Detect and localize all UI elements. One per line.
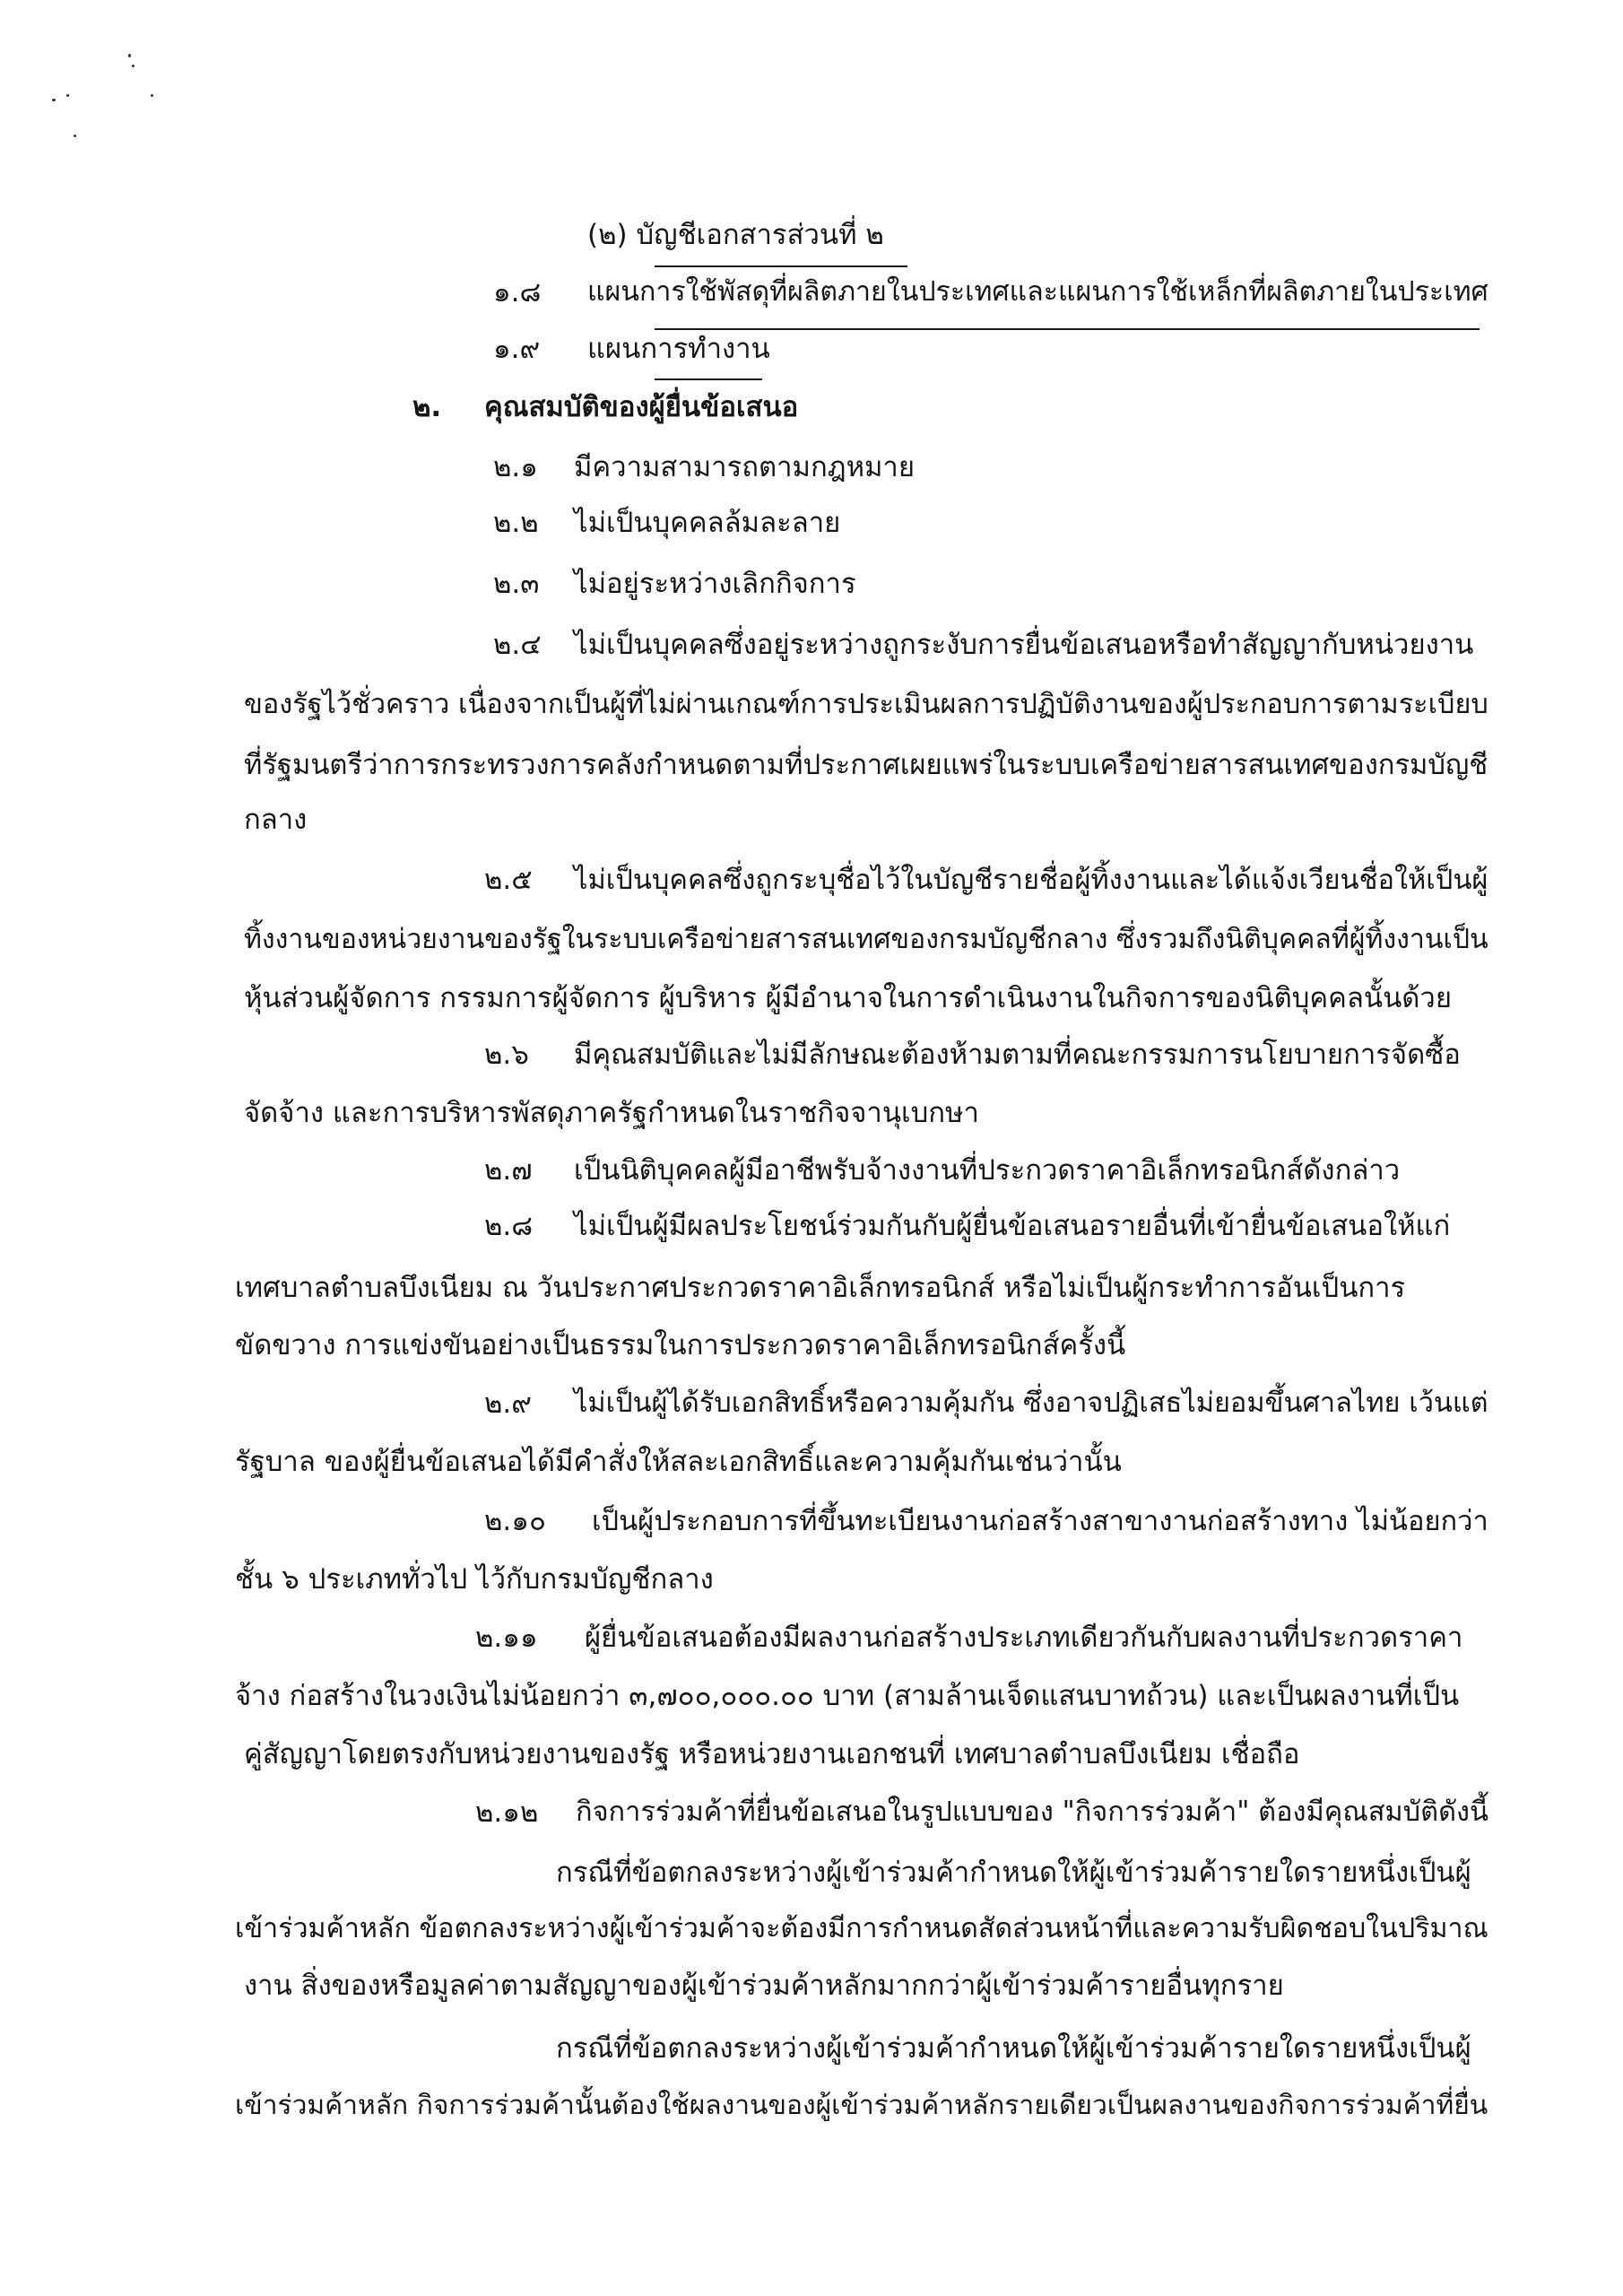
item-number: ๒.๕ xyxy=(484,864,533,896)
item-text: ไม่เป็นผู้มีผลประโยชน์ร่วมกันกับผู้ยื่นข้อเสนอรายอื่นที่เข้ายื่นข้อเสนอให้แก่ xyxy=(574,1210,1451,1242)
item-text: ไม่อยู่ระหว่างเลิกกิจการ xyxy=(574,568,856,600)
joint-venture-case-1-continuation: เข้าร่วมค้าหลัก ข้อตกลงระหว่างผู้เข้าร่วมค้าจะต้องมีการกำหนดสัดส่วนหน้าที่และความรับผิดชอบในปริมาณ xyxy=(235,1913,1488,1944)
document-list-part-two: (๒) บัญชีเอกสารส่วนที่ ๒ xyxy=(587,219,884,251)
item-text: แผนการใช้พัสดุที่ผลิตภายในประเทศและแผนการใช้เหล็กที่ผลิตภายในประเทศ xyxy=(587,276,1488,308)
item-text: ไม่เป็นบุคคลซึ่งอยู่ระหว่างถูกระงับการยื่นข้อเสนอหรือทำสัญญากับหน่วยงาน xyxy=(574,629,1474,661)
scan-speck xyxy=(151,94,153,97)
item-number: ๒.๗ xyxy=(484,1154,533,1187)
item-2-6-continuation: จัดจ้าง และการบริหารพัสดุภาครัฐกำหนดในราชกิจจานุเบกษา xyxy=(244,1097,979,1129)
scan-speck xyxy=(66,94,69,97)
item-number: ๒.๑ xyxy=(493,451,538,483)
joint-venture-case-2: กรณีที่ข้อตกลงระหว่างผู้เข้าร่วมค้ากำหนดให้ผู้เข้าร่วมค้ารายใดรายหนึ่งเป็นผู้ xyxy=(556,2032,1471,2065)
item-2-5-continuation: หุ้นส่วนผู้จัดการ กรรมการผู้จัดการ ผู้บริหาร ผู้มีอำนาจในการดำเนินงานในกิจการของนิติบุคคลนั้นด้วย xyxy=(244,982,1452,1014)
item-number: ๑.๙ xyxy=(493,333,541,365)
underline xyxy=(655,265,907,267)
item-2-9-continuation: รัฐบาล ของผู้ยื่นข้อเสนอได้มีคำสั่งให้สละเอกสิทธิ์และความคุ้มกันเช่นว่านั้น xyxy=(235,1446,1122,1478)
item-text: กิจการร่วมค้าที่ยื่นข้อเสนอในรูปแบบของ "กิจการร่วมค้า" ต้องมีคุณสมบัติดังนี้ xyxy=(576,1796,1488,1828)
item-number: ๒.๓ xyxy=(493,568,540,600)
section-number: ๒. xyxy=(412,391,442,423)
item-2-8-continuation: ขัดขวาง การแข่งขันอย่างเป็นธรรมในการประกวดราคาอิเล็กทรอนิกส์ครั้งนี้ xyxy=(235,1329,1126,1361)
item-text: ไม่เป็นผู้ได้รับเอกสิทธิ์หรือความคุ้มกัน ซึ่งอาจปฏิเสธไม่ยอมขึ้นศาลไทย เว้นแต่ xyxy=(574,1387,1488,1419)
item-2-11-continuation: จ้าง ก่อสร้างในวงเงินไม่น้อยกว่า ๓,๗๐๐,๐๐๐.๐๐ บาท (สามล้านเจ็ดแสนบาทถ้วน) และเป็นผลงานที่เป็น xyxy=(235,1680,1460,1712)
item-text: ผู้ยื่นข้อเสนอต้องมีผลงานก่อสร้างประเภทเดียวกันกับผลงานที่ประกวดราคา xyxy=(585,1622,1463,1654)
item-text: มีความสามารถตามกฎหมาย xyxy=(574,451,916,483)
underline xyxy=(655,328,1480,330)
item-2-11-continuation: คู่สัญญาโดยตรงกับหน่วยงานของรัฐ หรือหน่วยงานเอกชนที่ เทศบาลตำบลบึงเนียม เชื่อถือ xyxy=(244,1738,1300,1770)
item-number: ๑.๘ xyxy=(493,276,542,309)
joint-venture-case-1: กรณีที่ข้อตกลงระหว่างผู้เข้าร่วมค้ากำหนดให้ผู้เข้าร่วมค้ารายใดรายหนึ่งเป็นผู้ xyxy=(556,1857,1471,1889)
item-text: เป็นนิติบุคคลผู้มีอาชีพรับจ้างงานที่ประกวดราคาอิเล็กทรอนิกส์ดังกล่าว xyxy=(574,1154,1401,1187)
item-2-8-continuation: เทศบาลตำบลบึงเนียม ณ วันประกาศประกวดราคาอิเล็กทรอนิกส์ หรือไม่เป็นผู้กระทำการอันเป็นการ xyxy=(235,1272,1406,1304)
joint-venture-case-1-continuation: งาน สิ่งของหรือมูลค่าตามสัญญาของผู้เข้าร่วมค้าหลักมากกว่าผู้เข้าร่วมค้ารายอื่นทุกราย xyxy=(244,1970,1284,2002)
item-text: มีคุณสมบัติและไม่มีลักษณะต้องห้ามตามที่คณะกรรมการนโยบายการจัดซื้อ xyxy=(574,1039,1461,1071)
scan-speck xyxy=(74,135,76,137)
item-number: ๒.๑๑ xyxy=(475,1622,538,1654)
item-text: ไม่เป็นบุคคลล้มละลาย xyxy=(574,507,841,539)
underline xyxy=(655,378,762,380)
item-2-4-continuation: ที่รัฐมนตรีว่าการกระทรวงการคลังกำหนดตามที่ประกาศเผยแพร่ในระบบเครือข่ายสารสนเทศของกรมบัญชี xyxy=(244,749,1488,781)
item-text: ไม่เป็นบุคคลซึ่งถูกระบุชื่อไว้ในบัญชีรายชื่อผู้ทิ้งงานและได้แจ้งเวียนชื่อให้เป็นผู้ xyxy=(574,864,1488,896)
item-2-4-continuation: ของรัฐไว้ชั่วคราว เนื่องจากเป็นผู้ที่ไม่ผ่านเกณฑ์การประเมินผลการปฏิบัติงานของผู้ประกอบการตามระเบียบ xyxy=(244,689,1488,720)
item-2-4-continuation: กลาง xyxy=(244,804,308,836)
item-number: ๒.๒ xyxy=(493,507,539,539)
scan-speck xyxy=(132,65,135,67)
item-text: เป็นผู้ประกอบการที่ขึ้นทะเบียนงานก่อสร้างสาขางานก่อสร้างทาง ไม่น้อยกว่า xyxy=(592,1505,1488,1537)
joint-venture-case-2-continuation: เข้าร่วมค้าหลัก กิจการร่วมค้านั้นต้องใช้ผลงานของผู้เข้าร่วมค้าหลักรายเดียวเป็นผลงานของกิจการร่วมค้าที่ยื่น xyxy=(235,2090,1488,2121)
item-number: ๒.๘ xyxy=(484,1210,534,1242)
item-text: แผนการทำงาน xyxy=(587,333,770,365)
scan-speck xyxy=(128,54,131,57)
item-2-10-continuation: ชั้น ๖ ประเภททั่วไป ไว้กับกรมบัญชีกลาง xyxy=(235,1563,714,1596)
item-number: ๒.๑๒ xyxy=(475,1796,539,1829)
scan-speck xyxy=(52,99,56,101)
item-number: ๒.๔ xyxy=(493,629,542,661)
item-2-5-continuation: ทิ้งงานของหน่วยงานของรัฐในระบบเครือข่ายสารสนเทศของกรมบัญชีกลาง ซึ่งรวมถึงนิติบุคคลที่ผู้ทิ้งงานเป็น xyxy=(244,924,1488,955)
section-title: คุณสมบัติของผู้ยื่นข้อเสนอ xyxy=(484,391,799,423)
item-number: ๒.๙ xyxy=(484,1387,532,1420)
item-number: ๒.๑๐ xyxy=(484,1505,546,1537)
item-number: ๒.๖ xyxy=(484,1039,529,1071)
